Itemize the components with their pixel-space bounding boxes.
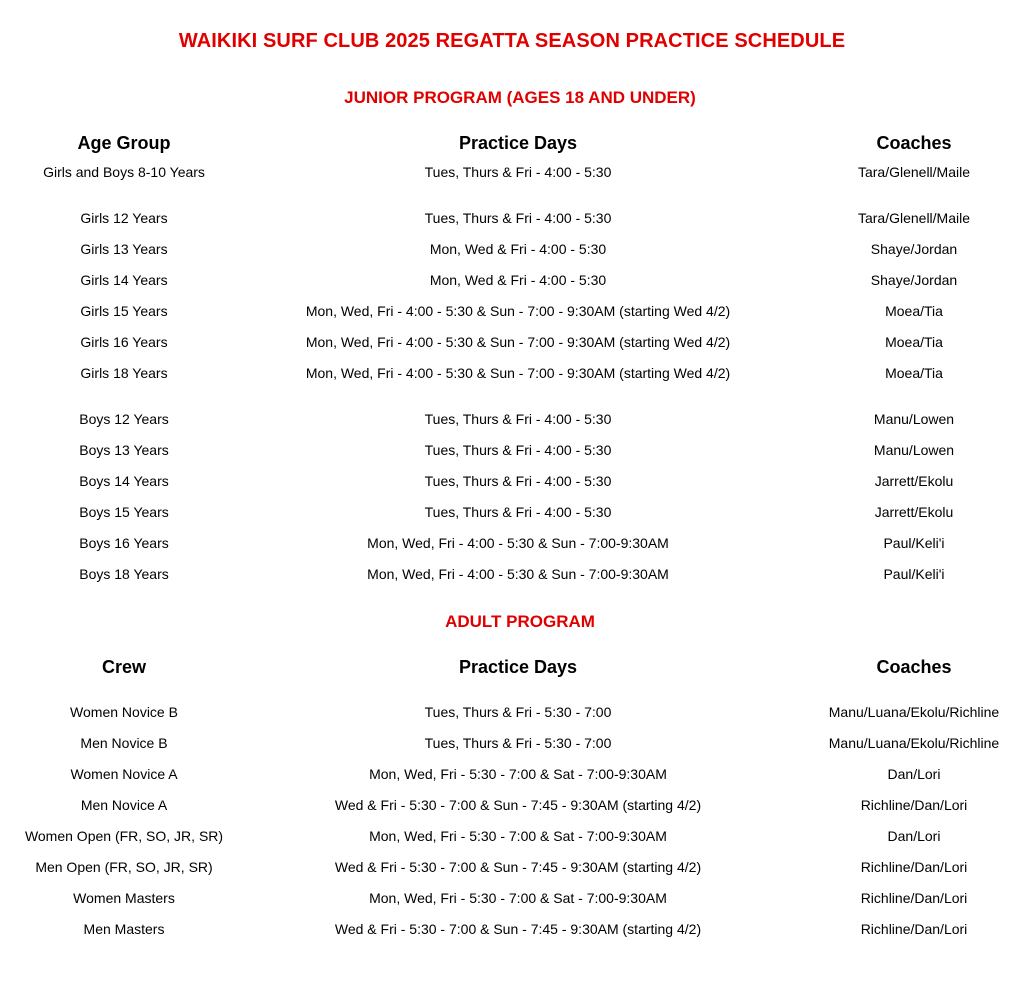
- junior-age-group: Boys 18 Years: [79, 566, 169, 582]
- adult-crew: Men Novice B: [80, 735, 168, 751]
- adult-header-practice-days: Practice Days: [458, 657, 578, 677]
- adult-practice-days: Tues, Thurs & Fri - 5:30 - 7:00: [424, 704, 612, 720]
- junior-age-group: Girls and Boys 8-10 Years: [43, 164, 205, 180]
- junior-practice-days: Mon, Wed & Fri - 4:00 - 5:30: [429, 272, 607, 288]
- junior-coaches: Shaye/Jordan: [870, 241, 958, 257]
- adult-crew: Men Open (FR, SO, JR, SR): [35, 859, 213, 875]
- junior-header-age-group: Age Group: [77, 133, 171, 153]
- junior-practice-days: Mon, Wed & Fri - 4:00 - 5:30: [429, 241, 607, 257]
- junior-practice-days: Mon, Wed, Fri - 4:00 - 5:30 & Sun - 7:00-9:30AM: [367, 566, 669, 582]
- adult-coaches: Richline/Dan/Lori: [860, 890, 968, 906]
- adult-crew: Men Masters: [83, 921, 165, 937]
- junior-coaches: Paul/Keli'i: [883, 535, 945, 551]
- junior-age-group: Boys 14 Years: [79, 473, 169, 489]
- adult-coaches: Richline/Dan/Lori: [860, 859, 968, 875]
- adult-header-crew: Crew: [101, 657, 146, 677]
- junior-coaches: Shaye/Jordan: [870, 272, 958, 288]
- junior-practice-days: Tues, Thurs & Fri - 4:00 - 5:30: [424, 504, 612, 520]
- junior-practice-days: Mon, Wed, Fri - 4:00 - 5:30 & Sun - 7:00-9:30AM: [367, 535, 669, 551]
- junior-coaches: Jarrett/Ekolu: [874, 473, 954, 489]
- junior-coaches: Moea/Tia: [885, 365, 943, 381]
- adult-practice-days: Tues, Thurs & Fri - 5:30 - 7:00: [424, 735, 612, 751]
- document-title: WAIKIKI SURF CLUB 2025 REGATTA SEASON PRACTICE SCHEDULE: [178, 30, 846, 52]
- adult-practice-days: Mon, Wed, Fri - 5:30 - 7:00 & Sat - 7:00-9:30AM: [369, 890, 667, 906]
- junior-practice-days: Mon, Wed, Fri - 4:00 - 5:30 & Sun - 7:00 - 9:30AM (starting Wed 4/2): [305, 365, 731, 381]
- adult-crew: Women Open (FR, SO, JR, SR): [24, 828, 224, 844]
- junior-practice-days: Tues, Thurs & Fri - 4:00 - 5:30: [424, 442, 612, 458]
- junior-coaches: Tara/Glenell/Maile: [857, 210, 971, 226]
- adult-crew: Women Novice B: [70, 704, 178, 720]
- junior-practice-days: Tues, Thurs & Fri - 4:00 - 5:30: [424, 210, 612, 226]
- adult-program-title: ADULT PROGRAM: [445, 612, 595, 631]
- junior-coaches: Manu/Lowen: [873, 442, 955, 458]
- adult-crew: Men Novice A: [80, 797, 168, 813]
- junior-age-group: Girls 18 Years: [80, 365, 168, 381]
- junior-age-group: Boys 13 Years: [79, 442, 169, 458]
- junior-age-group: Boys 12 Years: [79, 411, 169, 427]
- junior-coaches: Paul/Keli'i: [883, 566, 945, 582]
- adult-crew: Women Masters: [73, 890, 175, 906]
- adult-practice-days: Wed & Fri - 5:30 - 7:00 & Sun - 7:45 - 9:30AM (starting 4/2): [334, 859, 702, 875]
- junior-practice-days: Tues, Thurs & Fri - 4:00 - 5:30: [424, 411, 612, 427]
- junior-age-group: Girls 16 Years: [80, 334, 168, 350]
- junior-practice-days: Mon, Wed, Fri - 4:00 - 5:30 & Sun - 7:00 - 9:30AM (starting Wed 4/2): [305, 303, 731, 319]
- junior-coaches: Manu/Lowen: [873, 411, 955, 427]
- adult-coaches: Dan/Lori: [887, 828, 941, 844]
- junior-age-group: Girls 12 Years: [80, 210, 168, 226]
- adult-coaches: Manu/Luana/Ekolu/Richline: [828, 704, 1000, 720]
- junior-age-group: Girls 14 Years: [80, 272, 168, 288]
- junior-practice-days: Mon, Wed, Fri - 4:00 - 5:30 & Sun - 7:00 - 9:30AM (starting Wed 4/2): [305, 334, 731, 350]
- junior-coaches: Tara/Glenell/Maile: [857, 164, 971, 180]
- junior-age-group: Boys 16 Years: [79, 535, 169, 551]
- junior-age-group: Girls 15 Years: [80, 303, 168, 319]
- junior-age-group: Girls 13 Years: [80, 241, 168, 257]
- adult-coaches: Richline/Dan/Lori: [860, 921, 968, 937]
- junior-practice-days: Tues, Thurs & Fri - 4:00 - 5:30: [424, 473, 612, 489]
- junior-header-coaches: Coaches: [876, 133, 952, 153]
- adult-crew: Women Novice A: [70, 766, 178, 782]
- junior-coaches: Moea/Tia: [885, 303, 943, 319]
- adult-coaches: Manu/Luana/Ekolu/Richline: [828, 735, 1000, 751]
- adult-coaches: Dan/Lori: [887, 766, 941, 782]
- junior-practice-days: Tues, Thurs & Fri - 4:00 - 5:30: [424, 164, 612, 180]
- junior-coaches: Jarrett/Ekolu: [874, 504, 954, 520]
- junior-header-practice-days: Practice Days: [458, 133, 578, 153]
- junior-coaches: Moea/Tia: [885, 334, 943, 350]
- adult-header-coaches: Coaches: [876, 657, 952, 677]
- adult-practice-days: Wed & Fri - 5:30 - 7:00 & Sun - 7:45 - 9:30AM (starting 4/2): [334, 797, 702, 813]
- adult-coaches: Richline/Dan/Lori: [860, 797, 968, 813]
- adult-practice-days: Wed & Fri - 5:30 - 7:00 & Sun - 7:45 - 9:30AM (starting 4/2): [334, 921, 702, 937]
- junior-program-title: JUNIOR PROGRAM (AGES 18 AND UNDER): [344, 88, 696, 107]
- junior-age-group: Boys 15 Years: [79, 504, 169, 520]
- adult-practice-days: Mon, Wed, Fri - 5:30 - 7:00 & Sat - 7:00-9:30AM: [369, 766, 667, 782]
- adult-practice-days: Mon, Wed, Fri - 5:30 - 7:00 & Sat - 7:00-9:30AM: [369, 828, 667, 844]
